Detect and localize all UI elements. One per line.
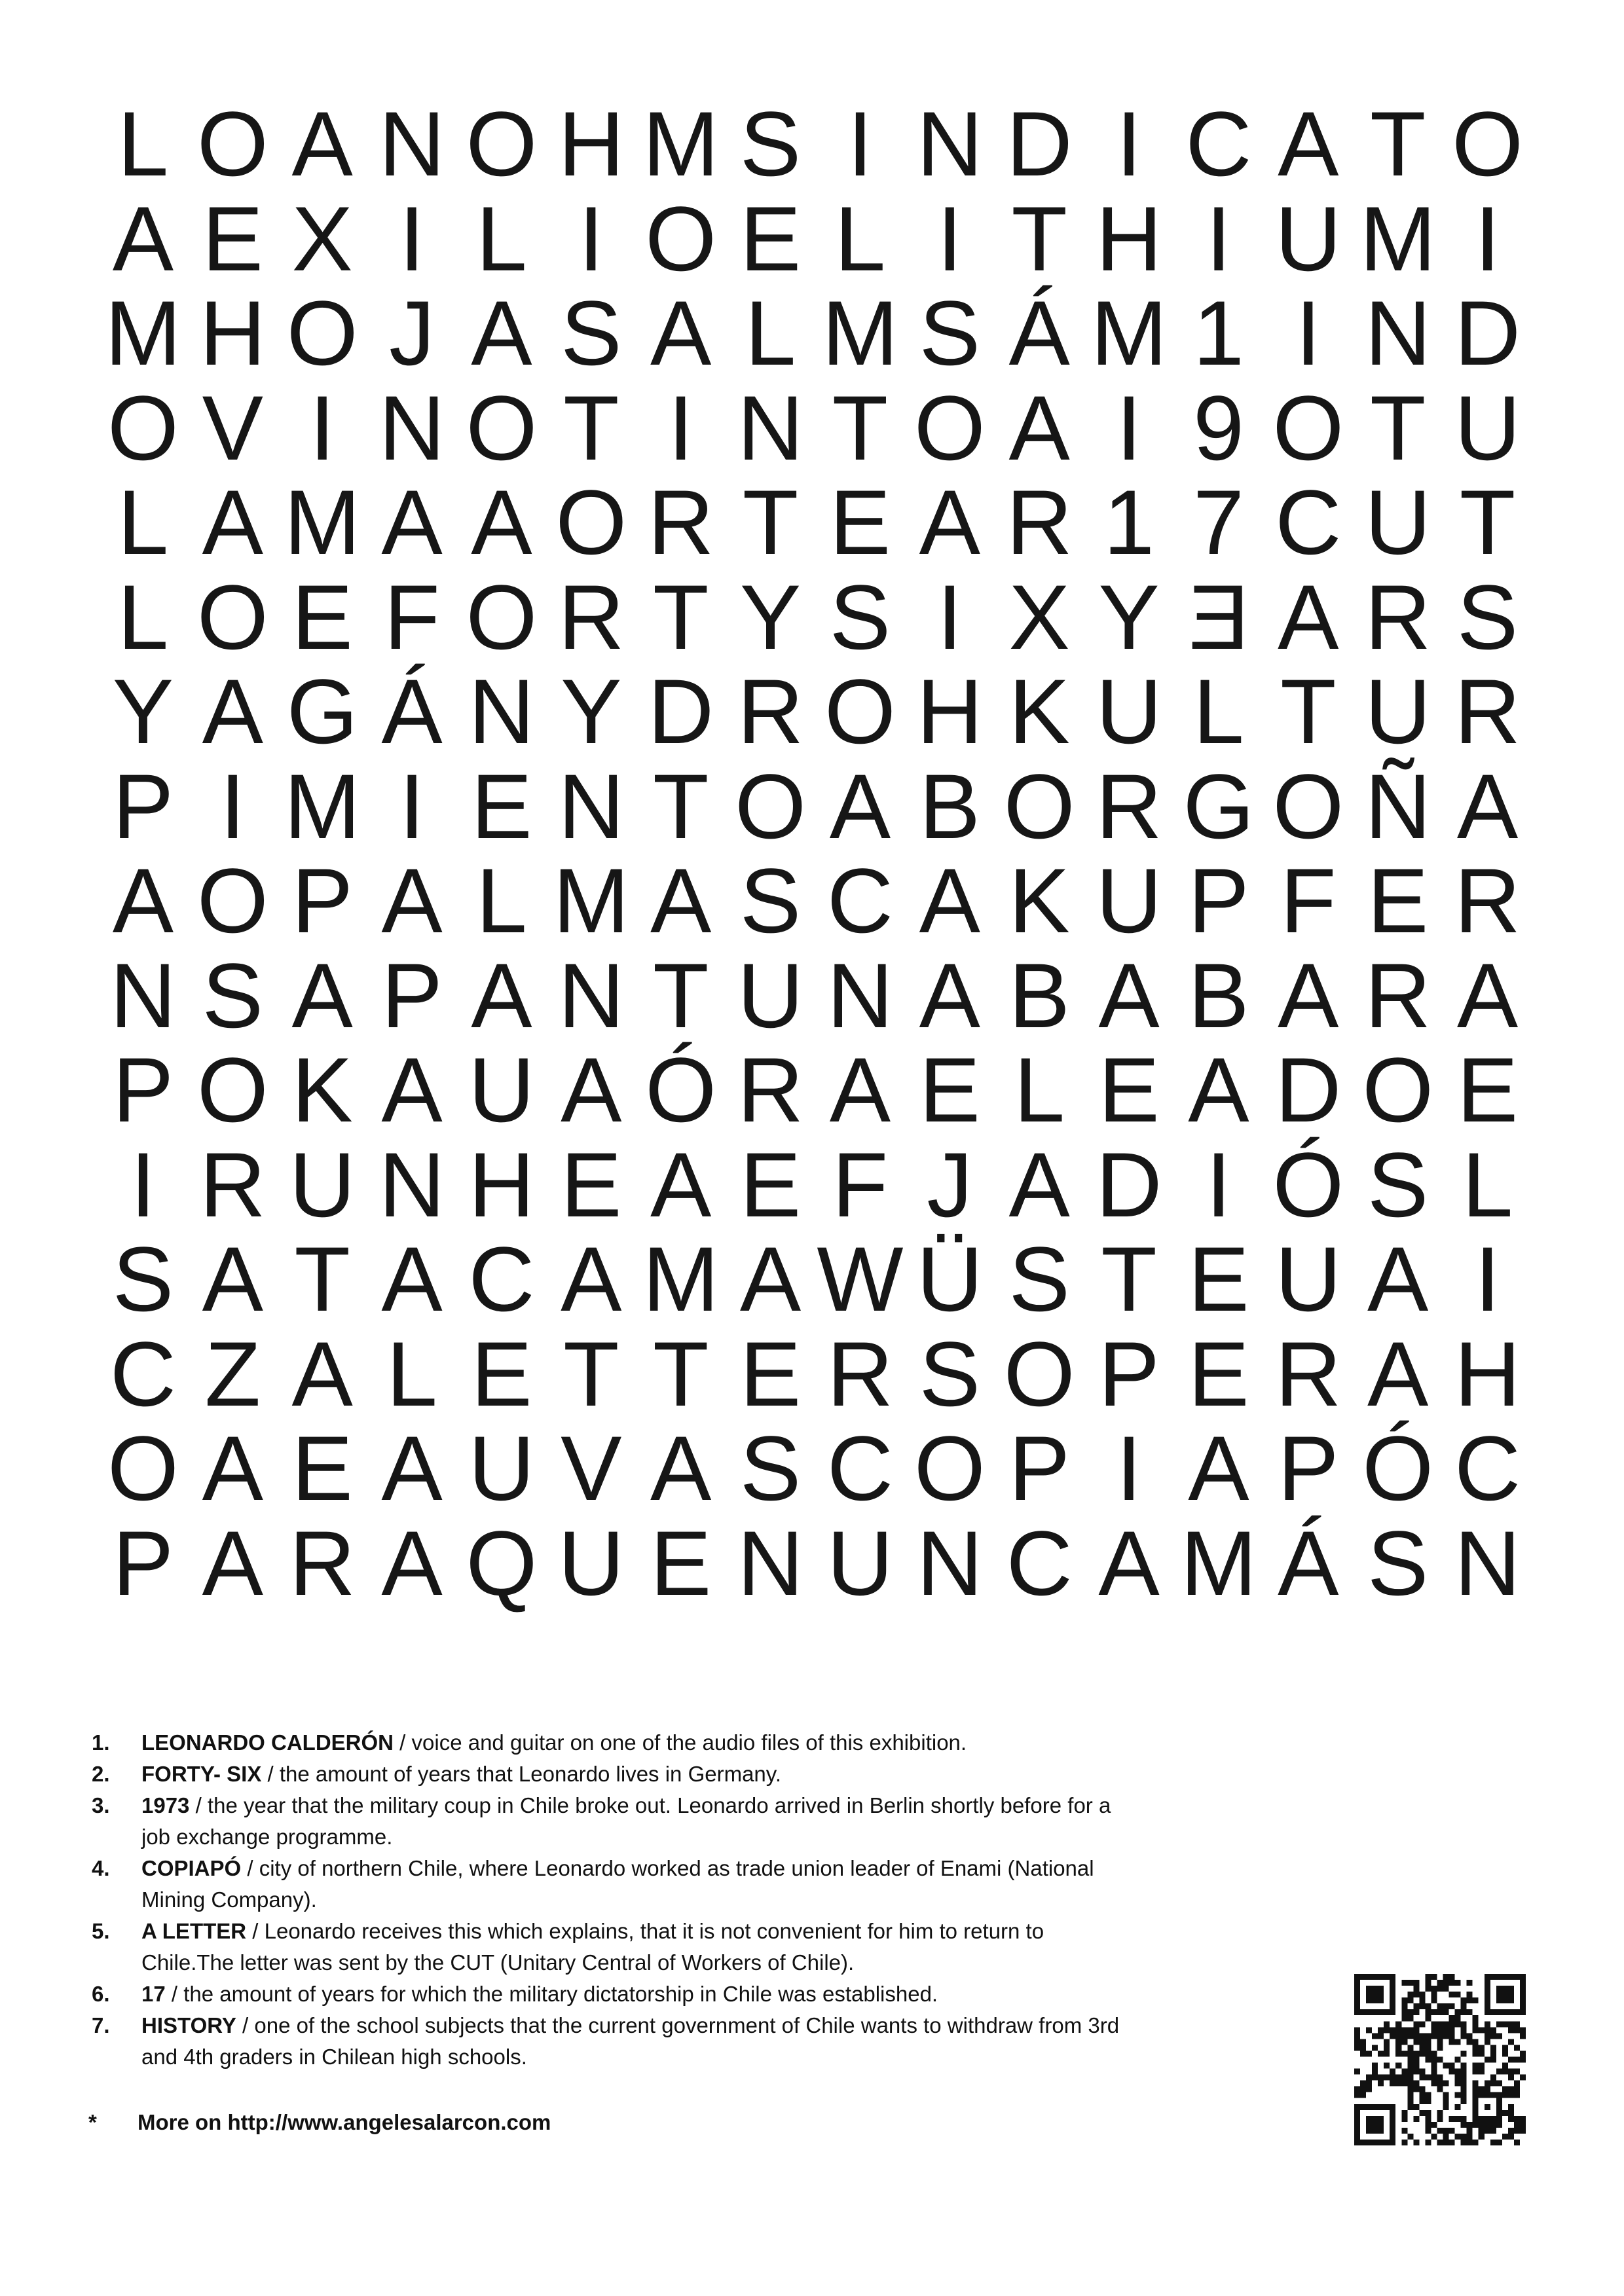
clue-item	[92, 1727, 1126, 1758]
grid-letter: R	[1275, 1322, 1342, 1425]
grid-letter: N	[558, 754, 625, 858]
grid-letter: T	[1011, 187, 1067, 290]
grid-letter: A	[650, 1417, 712, 1520]
grid-letter: Y	[561, 660, 622, 763]
grid-letter: R	[289, 1511, 356, 1614]
grid-letter: Y	[1098, 565, 1160, 668]
grid-letter: A	[381, 1417, 443, 1520]
grid-letter: R	[737, 660, 804, 763]
grid-letter: S	[1008, 1228, 1070, 1331]
grid-letter: O	[913, 1417, 986, 1520]
grid-letter: G	[1183, 754, 1255, 858]
grid-letter: A	[381, 1511, 443, 1614]
grid-letter: N	[109, 943, 176, 1047]
clue-number: 5.	[92, 1919, 110, 1943]
grid-letter: C	[1454, 1417, 1521, 1520]
grid-letter: L	[476, 849, 527, 953]
grid-letter: T	[1459, 471, 1516, 574]
clue-description: / one of the school subjects that the current government of Chile wants to withdraw from 3rd and 4th graders in Chilean high schools.	[141, 2013, 1120, 2069]
grid-letter: 1	[1193, 282, 1244, 385]
grid-letter: O	[913, 376, 986, 479]
clue-item	[92, 1853, 1126, 1916]
grid-letter: T	[1369, 92, 1426, 196]
grid-letter: A	[471, 471, 532, 574]
grid-letter: U	[289, 1133, 356, 1236]
clue-description: / Leonardo receives this which explains, that it is not convenient for him to return to Chile.The letter was sent by the CUT (Unitary Central of Workers of Chile).	[141, 1919, 1044, 1975]
grid-letter: H	[468, 1133, 535, 1236]
grid-letter: A	[112, 187, 174, 290]
grid-letter: O	[286, 282, 358, 385]
grid-letter: T	[294, 1228, 350, 1331]
grid-letter: I	[847, 92, 873, 196]
grid-letter: Z	[204, 1322, 261, 1425]
grid-letter: I	[1116, 92, 1142, 196]
grid-letter: A	[1367, 1322, 1429, 1425]
grid-letter: S	[919, 282, 980, 385]
grid-letter: Á	[1008, 282, 1070, 385]
grid-letter: C	[1275, 471, 1342, 574]
grid-letter: S	[1456, 565, 1519, 668]
grid-letter: A	[1008, 1133, 1070, 1236]
grid-letter: N	[558, 943, 625, 1047]
grid-letter: O	[555, 471, 627, 574]
grid-letter: A	[291, 1322, 353, 1425]
grid-letter: S	[829, 565, 891, 668]
grid-letter: 1	[1103, 471, 1154, 574]
clue-description: / the amount of years for which the military dictatorship in Chile was established.	[165, 1982, 938, 2006]
grid-letter: A	[381, 849, 443, 953]
grid-letter: I	[936, 565, 963, 668]
grid-letter: V	[561, 1417, 622, 1520]
grid-letter: E	[202, 187, 263, 290]
grid-letter: L	[386, 1322, 437, 1425]
grid-letter: H	[199, 282, 266, 385]
grid-letter: A	[1367, 1228, 1429, 1331]
grid-letter: O	[1452, 92, 1524, 196]
grid-letter: A	[1278, 943, 1339, 1047]
grid-letter: C	[1006, 1511, 1073, 1614]
grid-letter: A	[739, 1228, 802, 1331]
grid-letter: N	[737, 376, 804, 479]
grid-letter: B	[1008, 943, 1070, 1047]
grid-letter: M	[105, 282, 181, 385]
grid-letter: U	[1096, 849, 1162, 953]
grid-letter: S	[561, 282, 622, 385]
clue-number: 6.	[92, 1982, 110, 2006]
grid-letter: M	[1359, 187, 1436, 290]
grid-letter: C	[468, 1228, 535, 1331]
grid-letter: U	[558, 1511, 625, 1614]
footnote-link-text[interactable]: More on http://www.angelesalarcon.com	[138, 2110, 551, 2134]
grid-letter: A	[650, 1133, 712, 1236]
grid-letter: D	[1006, 92, 1073, 196]
grid-letter: B	[919, 754, 980, 858]
grid-letter: S	[739, 92, 802, 196]
grid-letter: E	[471, 1322, 532, 1425]
clue-term: LEONARDO CALDERÓN	[141, 1730, 394, 1755]
grid-letter: 9	[1193, 376, 1244, 479]
grid-letter: T	[563, 1322, 619, 1425]
grid-letter: O	[466, 376, 538, 479]
grid-letter: E	[561, 1133, 622, 1236]
grid-letter: I	[1475, 187, 1501, 290]
grid-letter: O	[1003, 1322, 1075, 1425]
grid-letter: A	[1188, 1038, 1249, 1142]
grid-letter: O	[1003, 754, 1075, 858]
grid-letter: L	[834, 187, 886, 290]
grid-letter: R	[558, 565, 625, 668]
clue-description: / voice and guitar on one of the audio files of this exhibition.	[394, 1730, 967, 1755]
grid-letter: O	[824, 660, 896, 763]
footnote	[88, 2107, 551, 2138]
grid-letter: N	[916, 92, 983, 196]
clue-item	[92, 2010, 1126, 2073]
grid-letter: C	[109, 1322, 176, 1425]
grid-letter: E	[739, 1322, 802, 1425]
clue-item	[92, 1758, 1126, 1790]
grid-letter: L	[1014, 1038, 1065, 1142]
grid-letter: I	[668, 376, 694, 479]
grid-letter: A	[202, 1511, 263, 1614]
grid-letter: O	[196, 849, 268, 953]
grid-letter: P	[1098, 1322, 1160, 1425]
grid-letter: O	[466, 565, 538, 668]
grid-letter: O	[1272, 376, 1344, 479]
grid-letter: L	[1193, 660, 1244, 763]
grid-letter: M	[1180, 1511, 1257, 1614]
grid-letter: Á	[381, 660, 443, 763]
grid-letter: F	[832, 1133, 889, 1236]
grid-letter: X	[1008, 565, 1070, 668]
grid-letter: P	[112, 754, 174, 858]
grid-letter: V	[202, 376, 263, 479]
grid-letter: O	[196, 565, 268, 668]
grid-letter: Ó	[1272, 1133, 1344, 1236]
grid-letter: J	[927, 1133, 973, 1236]
grid-letter: I	[1116, 1417, 1142, 1520]
grid-letter: I	[1295, 282, 1321, 385]
grid-letter: Y	[112, 660, 174, 763]
grid-letter: I	[1206, 187, 1232, 290]
grid-letter: A	[381, 471, 443, 574]
grid-letter: I	[1206, 1133, 1232, 1236]
grid-letter: N	[1365, 282, 1431, 385]
grid-letter: U	[737, 943, 804, 1047]
grid-letter: P	[381, 943, 443, 1047]
grid-letter: T	[652, 754, 709, 858]
clue-term: HISTORY	[141, 2013, 236, 2037]
grid-letter: S	[739, 1417, 802, 1520]
grid-letter: A	[1008, 376, 1070, 479]
grid-letter: H	[1454, 1322, 1521, 1425]
grid-letter: I	[309, 376, 335, 479]
grid-letter: U	[826, 1511, 893, 1614]
grid-letter: T	[652, 943, 709, 1047]
grid-letter: I	[130, 1133, 156, 1236]
grid-letter: A	[1188, 1417, 1249, 1520]
grid-letter: T	[652, 1322, 709, 1425]
grid-letter: A	[1098, 943, 1160, 1047]
grid-letter: A	[471, 943, 532, 1047]
clue-item	[92, 1978, 1126, 2010]
grid-letter: O	[1362, 1038, 1434, 1142]
grid-letter: Á	[1278, 1511, 1339, 1614]
grid-letter: U	[1096, 660, 1162, 763]
grid-letter: P	[112, 1038, 174, 1142]
grid-letter: R	[1096, 754, 1162, 858]
grid-letter: L	[117, 565, 169, 668]
grid-letter: A	[1456, 943, 1519, 1047]
grid-letter: Ó	[1362, 1417, 1434, 1520]
grid-letter: T	[742, 471, 799, 574]
grid-letter: R	[648, 471, 714, 574]
grid-letter: M	[284, 471, 361, 574]
grid-letter: O	[645, 187, 717, 290]
grid-letter: U	[468, 1417, 535, 1520]
grid-letter: E	[1098, 1038, 1160, 1142]
grid-letter: O	[1272, 754, 1344, 858]
grid-letter: Q	[466, 1511, 538, 1614]
grid-letter: E	[291, 1417, 353, 1520]
grid-letter: A	[202, 1417, 263, 1520]
grid-letter: I	[399, 754, 425, 858]
grid-letter: M	[553, 849, 630, 953]
clue-description: / the year that the military coup in Chile broke out. Leonardo arrived in Berlin shortly before for a job exchange programme.	[141, 1793, 1111, 1849]
grid-letter: T	[652, 565, 709, 668]
grid-letter: A	[1456, 754, 1519, 858]
grid-letter: I	[1116, 376, 1142, 479]
grid-letter: K	[1008, 849, 1070, 953]
grid-letter: T	[1280, 660, 1337, 763]
grid-letter: M	[642, 92, 719, 196]
grid-letter: Y	[739, 565, 802, 668]
clue-number: 3.	[92, 1793, 110, 1817]
grid-letter: O	[466, 92, 538, 196]
grid-letter: N	[826, 943, 893, 1047]
grid-letter: C	[826, 1417, 893, 1520]
grid-letter: L	[1462, 1133, 1513, 1236]
grid-letter: E	[471, 754, 532, 858]
grid-letter: U	[1275, 187, 1342, 290]
grid-letter: D	[1454, 282, 1521, 385]
grid-letter: T	[563, 376, 619, 479]
grid-letter: R	[737, 1038, 804, 1142]
grid-letter: Ó	[645, 1038, 717, 1142]
grid-letter: A	[112, 849, 174, 953]
grid-letter: P	[1278, 1417, 1339, 1520]
grid-letter: E	[739, 1133, 802, 1236]
grid-letter: R	[1006, 471, 1073, 574]
grid-letter: A	[471, 282, 532, 385]
grid-letter: A	[381, 1228, 443, 1331]
grid-letter: I	[578, 187, 604, 290]
grid-letter: A	[561, 1038, 622, 1142]
clue-term: COPIAPÓ	[141, 1856, 242, 1880]
grid-letter: G	[286, 660, 358, 763]
word-search-grid	[98, 92, 1532, 1614]
grid-letter: I	[219, 754, 246, 858]
grid-letter: A	[291, 92, 353, 196]
grid-letter: H	[558, 92, 625, 196]
grid-letter: U	[1365, 471, 1431, 574]
grid-letter: N	[468, 660, 535, 763]
grid-letter: S	[1367, 1133, 1429, 1236]
grid-letter: F	[384, 565, 440, 668]
grid-letter: A	[829, 1038, 891, 1142]
grid-letter: H	[916, 660, 983, 763]
grid-letter: R	[199, 1133, 266, 1236]
grid-letter: I	[1475, 1228, 1501, 1331]
grid-letter: A	[381, 1038, 443, 1142]
grid-letter: S	[112, 1228, 174, 1331]
grid-letter: A	[202, 660, 263, 763]
grid-letter: A	[1098, 1511, 1160, 1614]
qr-code[interactable]	[1354, 1974, 1526, 2145]
footnote-marker: *	[88, 2110, 97, 2134]
grid-letter: B	[1188, 943, 1249, 1047]
grid-letter: E	[291, 565, 353, 668]
grid-letter: H	[1096, 187, 1162, 290]
grid-letter: F	[1280, 849, 1337, 953]
grid-letter: C	[1185, 92, 1252, 196]
clue-number: 7.	[92, 2013, 110, 2037]
grid-letter: R	[1454, 660, 1521, 763]
grid-letter: P	[1188, 849, 1249, 953]
grid-letter: E	[1188, 1322, 1249, 1425]
grid-letter: S	[1367, 1511, 1429, 1614]
grid-letter: N	[916, 1511, 983, 1614]
grid-letter: L	[476, 187, 527, 290]
grid-letter: Ü	[916, 1228, 983, 1331]
grid-letter: E	[739, 187, 802, 290]
grid-letter: J	[389, 282, 435, 385]
grid-letter: U	[1365, 660, 1431, 763]
grid-letter: M	[1090, 282, 1168, 385]
grid-letter: I	[936, 187, 963, 290]
grid-letter: A	[1278, 92, 1339, 196]
grid-letter: D	[648, 660, 714, 763]
clue-description: / the amount of years that Leonardo lives in Germany.	[261, 1762, 782, 1786]
grid-letter: O	[107, 376, 179, 479]
grid-letter: A	[561, 1228, 622, 1331]
clue-number: 2.	[92, 1762, 110, 1786]
grid-letter: E	[829, 471, 891, 574]
grid-letter: A	[202, 1228, 263, 1331]
grid-letter: A	[919, 849, 980, 953]
grid-letter: A	[650, 282, 712, 385]
clue-number: 4.	[92, 1856, 110, 1880]
grid-letter: S	[919, 1322, 980, 1425]
grid-letter: K	[1008, 660, 1070, 763]
grid-letter: M	[822, 282, 898, 385]
grid-letter: L	[117, 471, 169, 574]
clue-item	[92, 1790, 1126, 1853]
clue-list	[92, 1727, 1126, 2073]
grid-letter: U	[468, 1038, 535, 1142]
grid-letter: A	[291, 943, 353, 1047]
grid-letter: O	[196, 92, 268, 196]
grid-letter: E	[1188, 1228, 1249, 1331]
grid-letter: P	[112, 1511, 174, 1614]
grid-letter: R	[1454, 849, 1521, 953]
grid-letter: M	[284, 754, 361, 858]
clue-item	[92, 1916, 1126, 1978]
grid-letter: A	[919, 943, 980, 1047]
grid-letter: M	[642, 1228, 719, 1331]
grid-letter: D	[1275, 1038, 1342, 1142]
clue-term: FORTY- SIX	[141, 1762, 262, 1786]
grid-letter: T	[832, 376, 889, 479]
clue-term: 1973	[141, 1793, 190, 1817]
grid-letter: L	[117, 92, 169, 196]
grid-letter: K	[291, 1038, 353, 1142]
grid-letter: T	[1101, 1228, 1157, 1331]
grid-letter: 7	[1193, 471, 1244, 574]
grid-letter: A	[650, 849, 712, 953]
grid-letter: U	[1275, 1228, 1342, 1331]
grid-letter: R	[1365, 943, 1431, 1047]
grid-letter: E	[1188, 565, 1249, 668]
grid-letter: A	[919, 471, 980, 574]
grid-letter: W	[817, 1228, 904, 1331]
grid-letter: S	[739, 849, 802, 953]
grid-letter: R	[1365, 565, 1431, 668]
grid-letter: E	[650, 1511, 712, 1614]
grid-letter: N	[378, 92, 445, 196]
grid-letter: P	[291, 849, 353, 953]
grid-letter: N	[737, 1511, 804, 1614]
grid-letter: S	[202, 943, 263, 1047]
grid-letter: N	[378, 376, 445, 479]
grid-letter: U	[1454, 376, 1521, 479]
clue-term: A LETTER	[141, 1919, 247, 1943]
grid-letter: A	[1278, 565, 1339, 668]
grid-letter: N	[1454, 1511, 1521, 1614]
grid-letter: A	[202, 471, 263, 574]
clue-description: / city of northern Chile, where Leonardo worked as trade union leader of Enami (National Mining Company).	[141, 1856, 1094, 1912]
grid-letter: L	[745, 282, 796, 385]
grid-letter: O	[196, 1038, 268, 1142]
grid-letter: R	[826, 1322, 893, 1425]
grid-letter: N	[378, 1133, 445, 1236]
grid-letter: O	[735, 754, 807, 858]
grid-letter: A	[829, 754, 891, 858]
grid-letter: I	[399, 187, 425, 290]
grid-letter: P	[1008, 1417, 1070, 1520]
clue-term: 17	[141, 1982, 166, 2006]
grid-letter: E	[919, 1038, 980, 1142]
grid-letter: E	[1367, 849, 1429, 953]
grid-letter: O	[107, 1417, 179, 1520]
grid-letter: X	[291, 187, 353, 290]
clue-number: 1.	[92, 1730, 110, 1755]
grid-letter: T	[1369, 376, 1426, 479]
grid-letter: C	[826, 849, 893, 953]
grid-letter: E	[1456, 1038, 1519, 1142]
grid-letter: Ñ	[1365, 754, 1431, 858]
grid-letter: D	[1096, 1133, 1162, 1236]
